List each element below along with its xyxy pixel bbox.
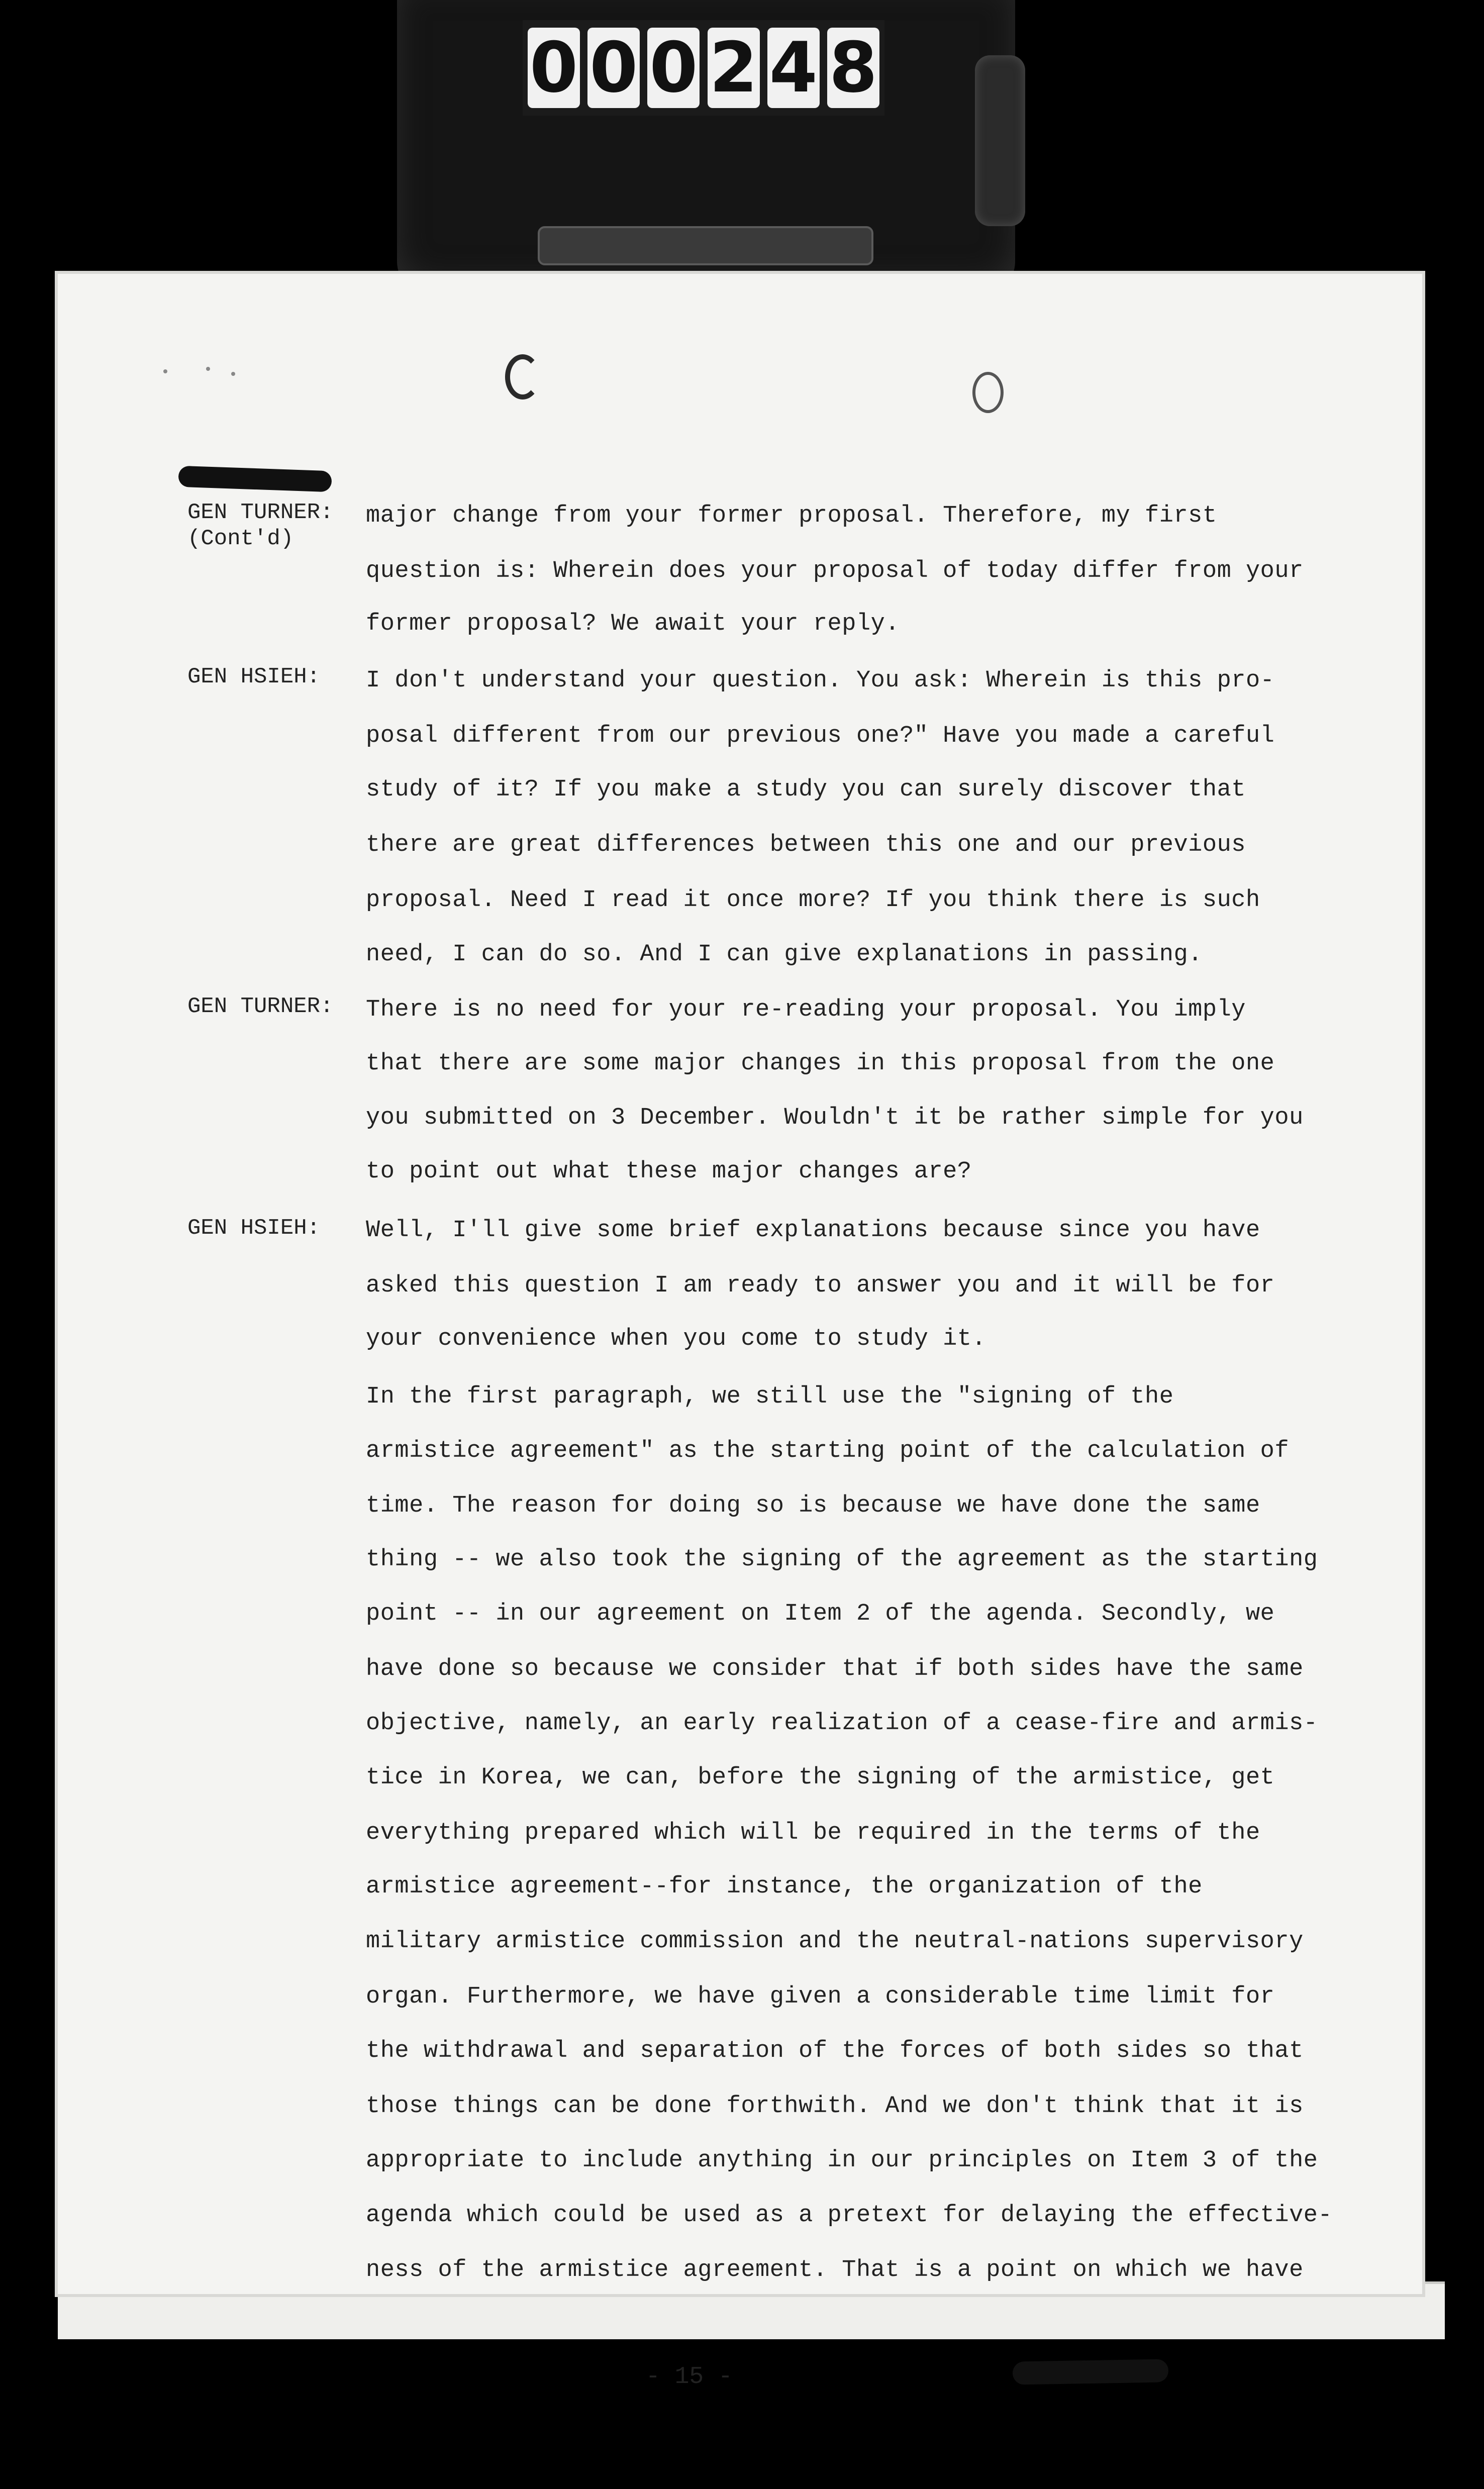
text-line: asked this question I am ready to answer you and it will be for bbox=[366, 1272, 1275, 1299]
text-line: proposal. Need I read it once more? If you think there is such bbox=[366, 887, 1260, 914]
speaker-label: GEN TURNER: bbox=[187, 500, 334, 525]
counter-digit: 0 bbox=[647, 28, 700, 108]
text-line: organ. Furthermore, we have given a considerable time limit for bbox=[366, 1983, 1275, 2010]
text-line: agenda which could be used as a pretext for delaying the effective- bbox=[366, 2202, 1333, 2229]
text-line: objective, namely, an early realization of a cease-fire and armis- bbox=[366, 1710, 1318, 1737]
frame-counter-device bbox=[397, 0, 1015, 296]
text-line: former proposal? We await your reply. bbox=[366, 611, 900, 637]
text-line: ness of the armistice agreement. That is a point on which we have bbox=[366, 2257, 1304, 2283]
text-line: that there are some major changes in this proposal from the one bbox=[366, 1050, 1275, 1077]
paper-speck bbox=[206, 367, 210, 371]
text-line: time. The reason for doing so is because we have done the same bbox=[366, 1492, 1260, 1519]
page-number: - 15 - bbox=[646, 2363, 733, 2391]
counter-knob bbox=[975, 55, 1025, 226]
text-line: your convenience when you come to study it. bbox=[366, 1326, 986, 1352]
redaction-mark bbox=[178, 466, 332, 492]
speaker-label: GEN TURNER: bbox=[187, 994, 334, 1019]
text-line: Well, I'll give some brief explanations because since you have bbox=[366, 1217, 1260, 1244]
text-line: In the first paragraph, we still use the "signing of the bbox=[366, 1383, 1174, 1410]
text-line: appropriate to include anything in our principles on Item 3 of the bbox=[366, 2147, 1318, 2174]
counter-digit: 2 bbox=[708, 28, 760, 108]
text-line: I don't understand your question. You ask: Wherein is this pro- bbox=[366, 667, 1275, 694]
text-line: study of it? If you make a study you can surely discover that bbox=[366, 776, 1246, 803]
text-line: everything prepared which will be required in the terms of the bbox=[366, 1820, 1260, 1846]
text-line: those things can be done forthwith. And we don't think that it is bbox=[366, 2093, 1304, 2120]
text-line: there are great differences between this one and our previous bbox=[366, 832, 1246, 858]
redaction-mark bbox=[1013, 2359, 1169, 2384]
text-line: There is no need for your re-reading your proposal. You imply bbox=[366, 997, 1246, 1023]
speaker-label: GEN HSIEH: bbox=[187, 664, 321, 689]
text-line: thing -- we also took the signing of the agreement as the starting bbox=[366, 1546, 1318, 1573]
text-line: armistice agreement--for instance, the organization of the bbox=[366, 1873, 1203, 1900]
counter-label-plate bbox=[538, 226, 873, 265]
text-line: tice in Korea, we can, before the signing of the armistice, get bbox=[366, 1764, 1275, 1791]
text-line: point -- in our agreement on Item 2 of the agenda. Secondly, we bbox=[366, 1601, 1275, 1627]
speaker-label: GEN HSIEH: bbox=[187, 1216, 321, 1241]
text-line: to point out what these major changes are? bbox=[366, 1158, 972, 1185]
counter-digit: 4 bbox=[767, 28, 820, 108]
document-sheet bbox=[58, 274, 1422, 2391]
text-line: major change from your former proposal. Therefore, my first bbox=[366, 503, 1217, 529]
text-line: have done so because we consider that if both sides have the same bbox=[366, 1656, 1304, 1682]
counter-digit: 0 bbox=[528, 28, 580, 108]
counter-digit: 0 bbox=[587, 28, 640, 108]
text-line: the withdrawal and separation of the forces of both sides so that bbox=[366, 2038, 1304, 2064]
text-line: armistice agreement" as the starting point of the calculation of bbox=[366, 1438, 1290, 1464]
text-line: question is: Wherein does your proposal of today differ from your bbox=[366, 558, 1304, 584]
paper-speck bbox=[163, 369, 167, 373]
text-line: posal different from our previous one?" Have you made a careful bbox=[366, 723, 1275, 749]
punch-hole bbox=[972, 372, 1004, 413]
text-line: military armistice commission and the neutral-nations supervisory bbox=[366, 1928, 1304, 1955]
counter-digit: 8 bbox=[827, 28, 879, 108]
frame-counter-window bbox=[523, 20, 884, 116]
paper-speck bbox=[231, 372, 235, 376]
text-line: you submitted on 3 December. Wouldn't it be rather simple for you bbox=[366, 1105, 1304, 1131]
punch-hole bbox=[505, 354, 540, 400]
speaker-note: (Cont'd) bbox=[187, 526, 294, 551]
text-line: need, I can do so. And I can give explanations in passing. bbox=[366, 941, 1203, 968]
